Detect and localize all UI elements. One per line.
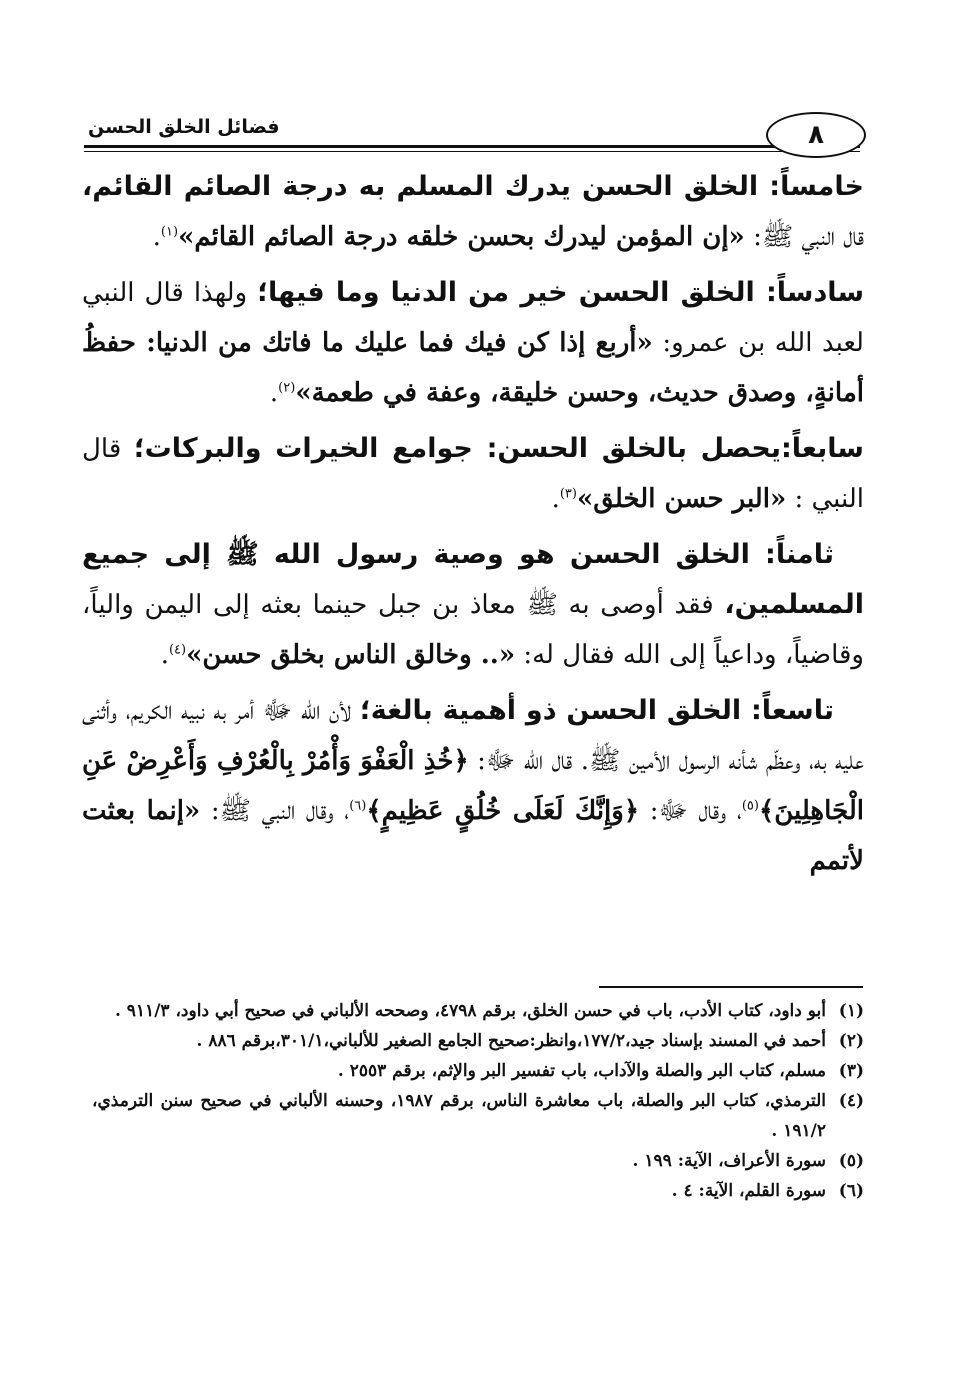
quran-verse: ﴿وَإِنَّكَ لَعَلَى خُلُقٍ عَظِيمٍ﴾: [366, 796, 640, 826]
hadith-quote: «.. وخالق الناس بخلق حسن»: [186, 640, 516, 670]
paragraph-heading: ثامناً: الخلق الحسن هو وصية رسول الله ﷺ إلى جميع المسلمين،: [82, 539, 864, 620]
footnote-text: سورة القلم، الآية: ٤ .: [671, 1181, 826, 1201]
hadith-quote: «إن المؤمن ليدرك بحسن خلقه درجة الصائم القائم»: [178, 222, 745, 252]
paragraph-sixth: [82, 268, 864, 418]
paragraph-text: قال النبي :: [82, 434, 864, 514]
paragraph-end: .: [160, 640, 169, 670]
footnote-ref[interactable]: (٥): [741, 798, 759, 814]
footnote-ref[interactable]: (٤): [168, 642, 187, 658]
footnote-ref[interactable]: (٢): [278, 380, 296, 396]
paragraph-end: .: [551, 484, 560, 514]
paragraph-text: ، وقال النبي ﷺ:: [200, 796, 350, 826]
paragraph-text: ولهذا قال النبي لعبد الله بن عمرو:: [82, 278, 864, 358]
footnote-number: (١): [838, 1001, 864, 1021]
footnote: [92, 1026, 864, 1056]
header-rule: [84, 145, 860, 148]
footnote-text: أبو داود، كتاب الأدب، باب في حسن الخلق، برقم ٤٧٩٨، وصححه الألباني في صحيح أبي داود، ٩١١/٣ .: [114, 1001, 826, 1021]
page-number: ٨: [766, 112, 866, 158]
footnote: [92, 996, 864, 1026]
footnote: [92, 1086, 864, 1146]
footnote-text: مسلم، كتاب البر والصلة والآداب، باب تفسير البر والإثم، برقم ٢٥٥٣ .: [337, 1061, 826, 1081]
footnote-text: الترمذي، كتاب البر والصلة، باب معاشرة الناس، برقم ١٩٨٧، وحسنه الألباني في صحيح سنن الترمذي، ١٩١/٢ .: [92, 1091, 826, 1141]
paragraph-end: .: [152, 222, 161, 252]
footnote-number: (٦): [838, 1181, 864, 1201]
paragraph-text: لأن الله ﷻ أمر به نبيه الكريم، وأثنى عليه به، وعظّم شأنه الرسول الأمين ﷺ. قال الله ﷻ:: [82, 696, 864, 776]
footnote-ref[interactable]: (٦): [349, 798, 367, 814]
main-text: [82, 162, 864, 892]
footnote-number: (٤): [838, 1091, 864, 1111]
paragraph-heading: سادساً: الخلق الحسن خير من الدنيا وما فيها؛: [257, 277, 864, 308]
paragraph-ninth: [82, 686, 864, 886]
paragraph-heading: تاسعاً: الخلق الحسن ذو أهمية بالغة؛: [359, 695, 834, 726]
running-title: فضائل الخلق الحسن: [84, 116, 284, 138]
paragraph-text: قال النبي ﷺ:: [744, 222, 864, 252]
footnote-ref[interactable]: (١): [160, 224, 179, 240]
footnote: [92, 1176, 864, 1206]
paragraph-fifth: [82, 162, 864, 262]
footnote-number: (٣): [838, 1061, 864, 1081]
footnote-text: سورة الأعراف، الآية: ١٩٩ .: [632, 1151, 826, 1171]
header-rule-thin: [84, 151, 860, 152]
footnote-separator: [599, 986, 863, 988]
footnote-text: أحمد في المسند بإسناد جيد،١٧٧/٢،وانظر:صحيح الجامع الصغير للألباني،٣٠١/١،برقم ٨٨٦ .: [196, 1031, 826, 1051]
paragraph-seventh: [82, 424, 864, 524]
paragraph-eighth: [82, 530, 864, 680]
hadith-quote: «إنما بعثت لأتمم: [82, 796, 864, 876]
footnote: [92, 1146, 864, 1176]
hadith-quote: «أربع إذا كن فيك فما عليك ما فاتك من الدنيا: حفظُ أمانةٍ، وصدق حديث، وحسن خليقة، وعفة في طعمة»: [82, 328, 864, 408]
paragraph-end: .: [269, 378, 279, 408]
footnote: [92, 1056, 864, 1086]
footnote-number: (٥): [838, 1151, 864, 1171]
paragraph-heading: خامساً: الخلق الحسن يدرك المسلم به درجة الصائم القائم،: [82, 171, 864, 202]
paragraph-text: فقد أوصى به ﷺ معاذ بن جبل حينما بعثه إلى اليمن والياً، وقاضياً، وداعياً إلى الله فقال له:: [82, 590, 864, 670]
hadith-quote: «البر حسن الخلق»: [576, 484, 787, 514]
page-header: [84, 112, 860, 158]
footnote-ref[interactable]: (٣): [559, 486, 577, 502]
quran-verse: ﴿خُذِ الْعَفْوَ وَأْمُرْ بِالْعُرْفِ وَأَعْرِضْ عَنِ الْجَاهِلِينَ﴾: [82, 746, 864, 826]
paragraph-heading: سابعاً:يحصل بالخلق الحسن: جوامع الخيرات والبركات؛: [133, 433, 864, 464]
paragraph-text: ، وقال ﷻ:: [639, 796, 742, 826]
footnote-number: (٢): [838, 1031, 864, 1051]
footnotes: [92, 996, 864, 1206]
